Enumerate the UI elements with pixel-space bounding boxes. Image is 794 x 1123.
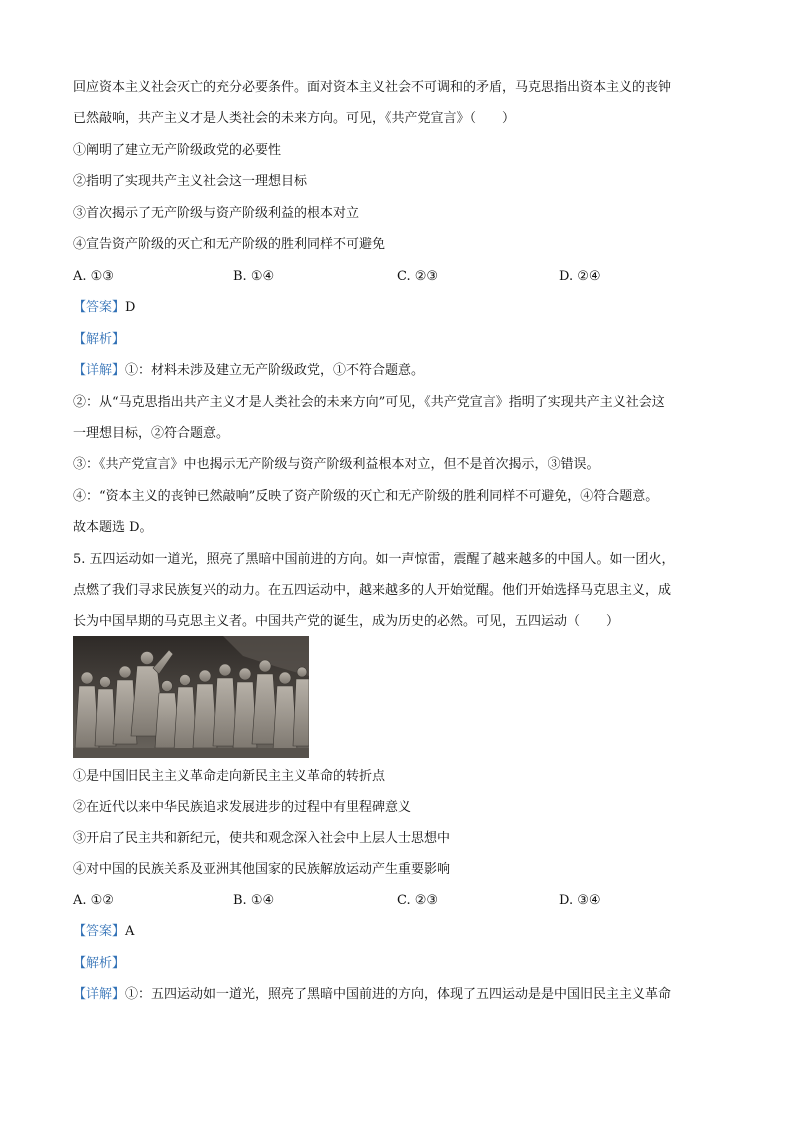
q4-analysis-tag: 【解析】: [73, 332, 126, 347]
q5-detail-line-1: [73, 986, 671, 1004]
q5-stem-line-1: 5. 五四运动如一道光，照亮了黑暗中国前进的方向。如一声惊雷，震醒了越来越多的中国人。如一团火，: [73, 552, 675, 567]
q5-item-1: ①是中国旧民主主义革命走向新民主主义革命的转折点: [73, 769, 386, 784]
q4-option-c: C. ②③: [397, 269, 439, 284]
q5-stem-line-2: 点燃了我们寻求民族复兴的动力。在五四运动中，越来越多的人开始觉醒。他们开始选择马克思主义，成: [73, 583, 672, 598]
q5-answer: A: [125, 924, 135, 939]
q4-conclusion: 故本题选 D。: [73, 520, 153, 535]
q4-item-3: ③首次揭示了无产阶级与资产阶级利益的根本对立: [73, 206, 360, 221]
q5-detail-1: ①：五四运动如一道光，照亮了黑暗中国前进的方向，体现了五四运动是是中国旧民主主义革命: [125, 987, 672, 1002]
q4-option-a: A. ①③: [73, 269, 114, 284]
q5-stem-line-3: 长为中国早期的马克思主义者。中国共产党的诞生，成为历史的必然。可见，五四运动（ ）: [73, 614, 620, 629]
q4-detail-1: ①：材料未涉及建立无产阶级政党，①不符合题意。: [125, 363, 425, 378]
q5-answer-line: [73, 923, 134, 941]
q4-stem-line-2: 已然敲响，共产主义才是人类社会的未来方向。可见，《共产党宣言》（ ）: [73, 111, 516, 126]
q4-answer: D: [125, 300, 136, 315]
q5-option-d: D. ③④: [559, 893, 601, 908]
q4-item-4: ④宣告资产阶级的灭亡和无产阶级的胜利同样不可避免: [73, 237, 386, 252]
q4-answer-tag: 【答案】: [73, 300, 126, 315]
q4-detail-2b: 一理想目标，②符合题意。: [73, 426, 230, 441]
q5-detail-tag: 【详解】: [73, 987, 126, 1002]
q4-detail-line-1: [73, 362, 424, 380]
q4-option-d: D. ②④: [559, 269, 601, 284]
q4-option-b: B. ①④: [233, 269, 275, 284]
q4-item-1: ①阐明了建立无产阶级政党的必要性: [73, 143, 282, 158]
q5-item-3: ③开启了民主共和新纪元，使共和观念深入社会中上层人士思想中: [73, 831, 451, 846]
q5-analysis-tag: 【解析】: [73, 956, 126, 971]
q4-item-2: ②指明了实现共产主义社会这一理想目标: [73, 174, 308, 189]
q5-answer-tag: 【答案】: [73, 924, 126, 939]
q4-detail-tag: 【详解】: [73, 363, 126, 378]
q5-item-2: ②在近代以来中华民族追求发展进步的过程中有里程碑意义: [73, 800, 412, 815]
q4-answer-line: [73, 299, 135, 317]
q5-option-b: B. ①④: [233, 893, 275, 908]
q5-item-4: ④对中国的民族关系及亚洲其他国家的民族解放运动产生重要影响: [73, 862, 451, 877]
q4-stem-line-1: 回应资本主义社会灭亡的充分必要条件。面对资本主义社会不可调和的矛盾，马克思指出资本主义的丧钟: [73, 80, 672, 95]
q5-option-a: A. ①②: [73, 893, 114, 908]
may-fourth-relief-image: [73, 636, 309, 758]
q4-detail-3: ③：《共产党宣言》中也揭示无产阶级与资产阶级利益根本对立，但不是首次揭示，③错误。: [73, 457, 600, 472]
q4-detail-2a: ②：从“马克思指出共产主义才是人类社会的未来方向”可见，《共产党宣言》指明了实现共产主义社会这: [73, 395, 665, 410]
q5-option-c: C. ②③: [397, 893, 439, 908]
q4-detail-4: ④：“资本主义的丧钟已然敲响”反映了资产阶级的灭亡和无产阶级的胜利同样不可避免，④符合题意。: [73, 489, 659, 504]
